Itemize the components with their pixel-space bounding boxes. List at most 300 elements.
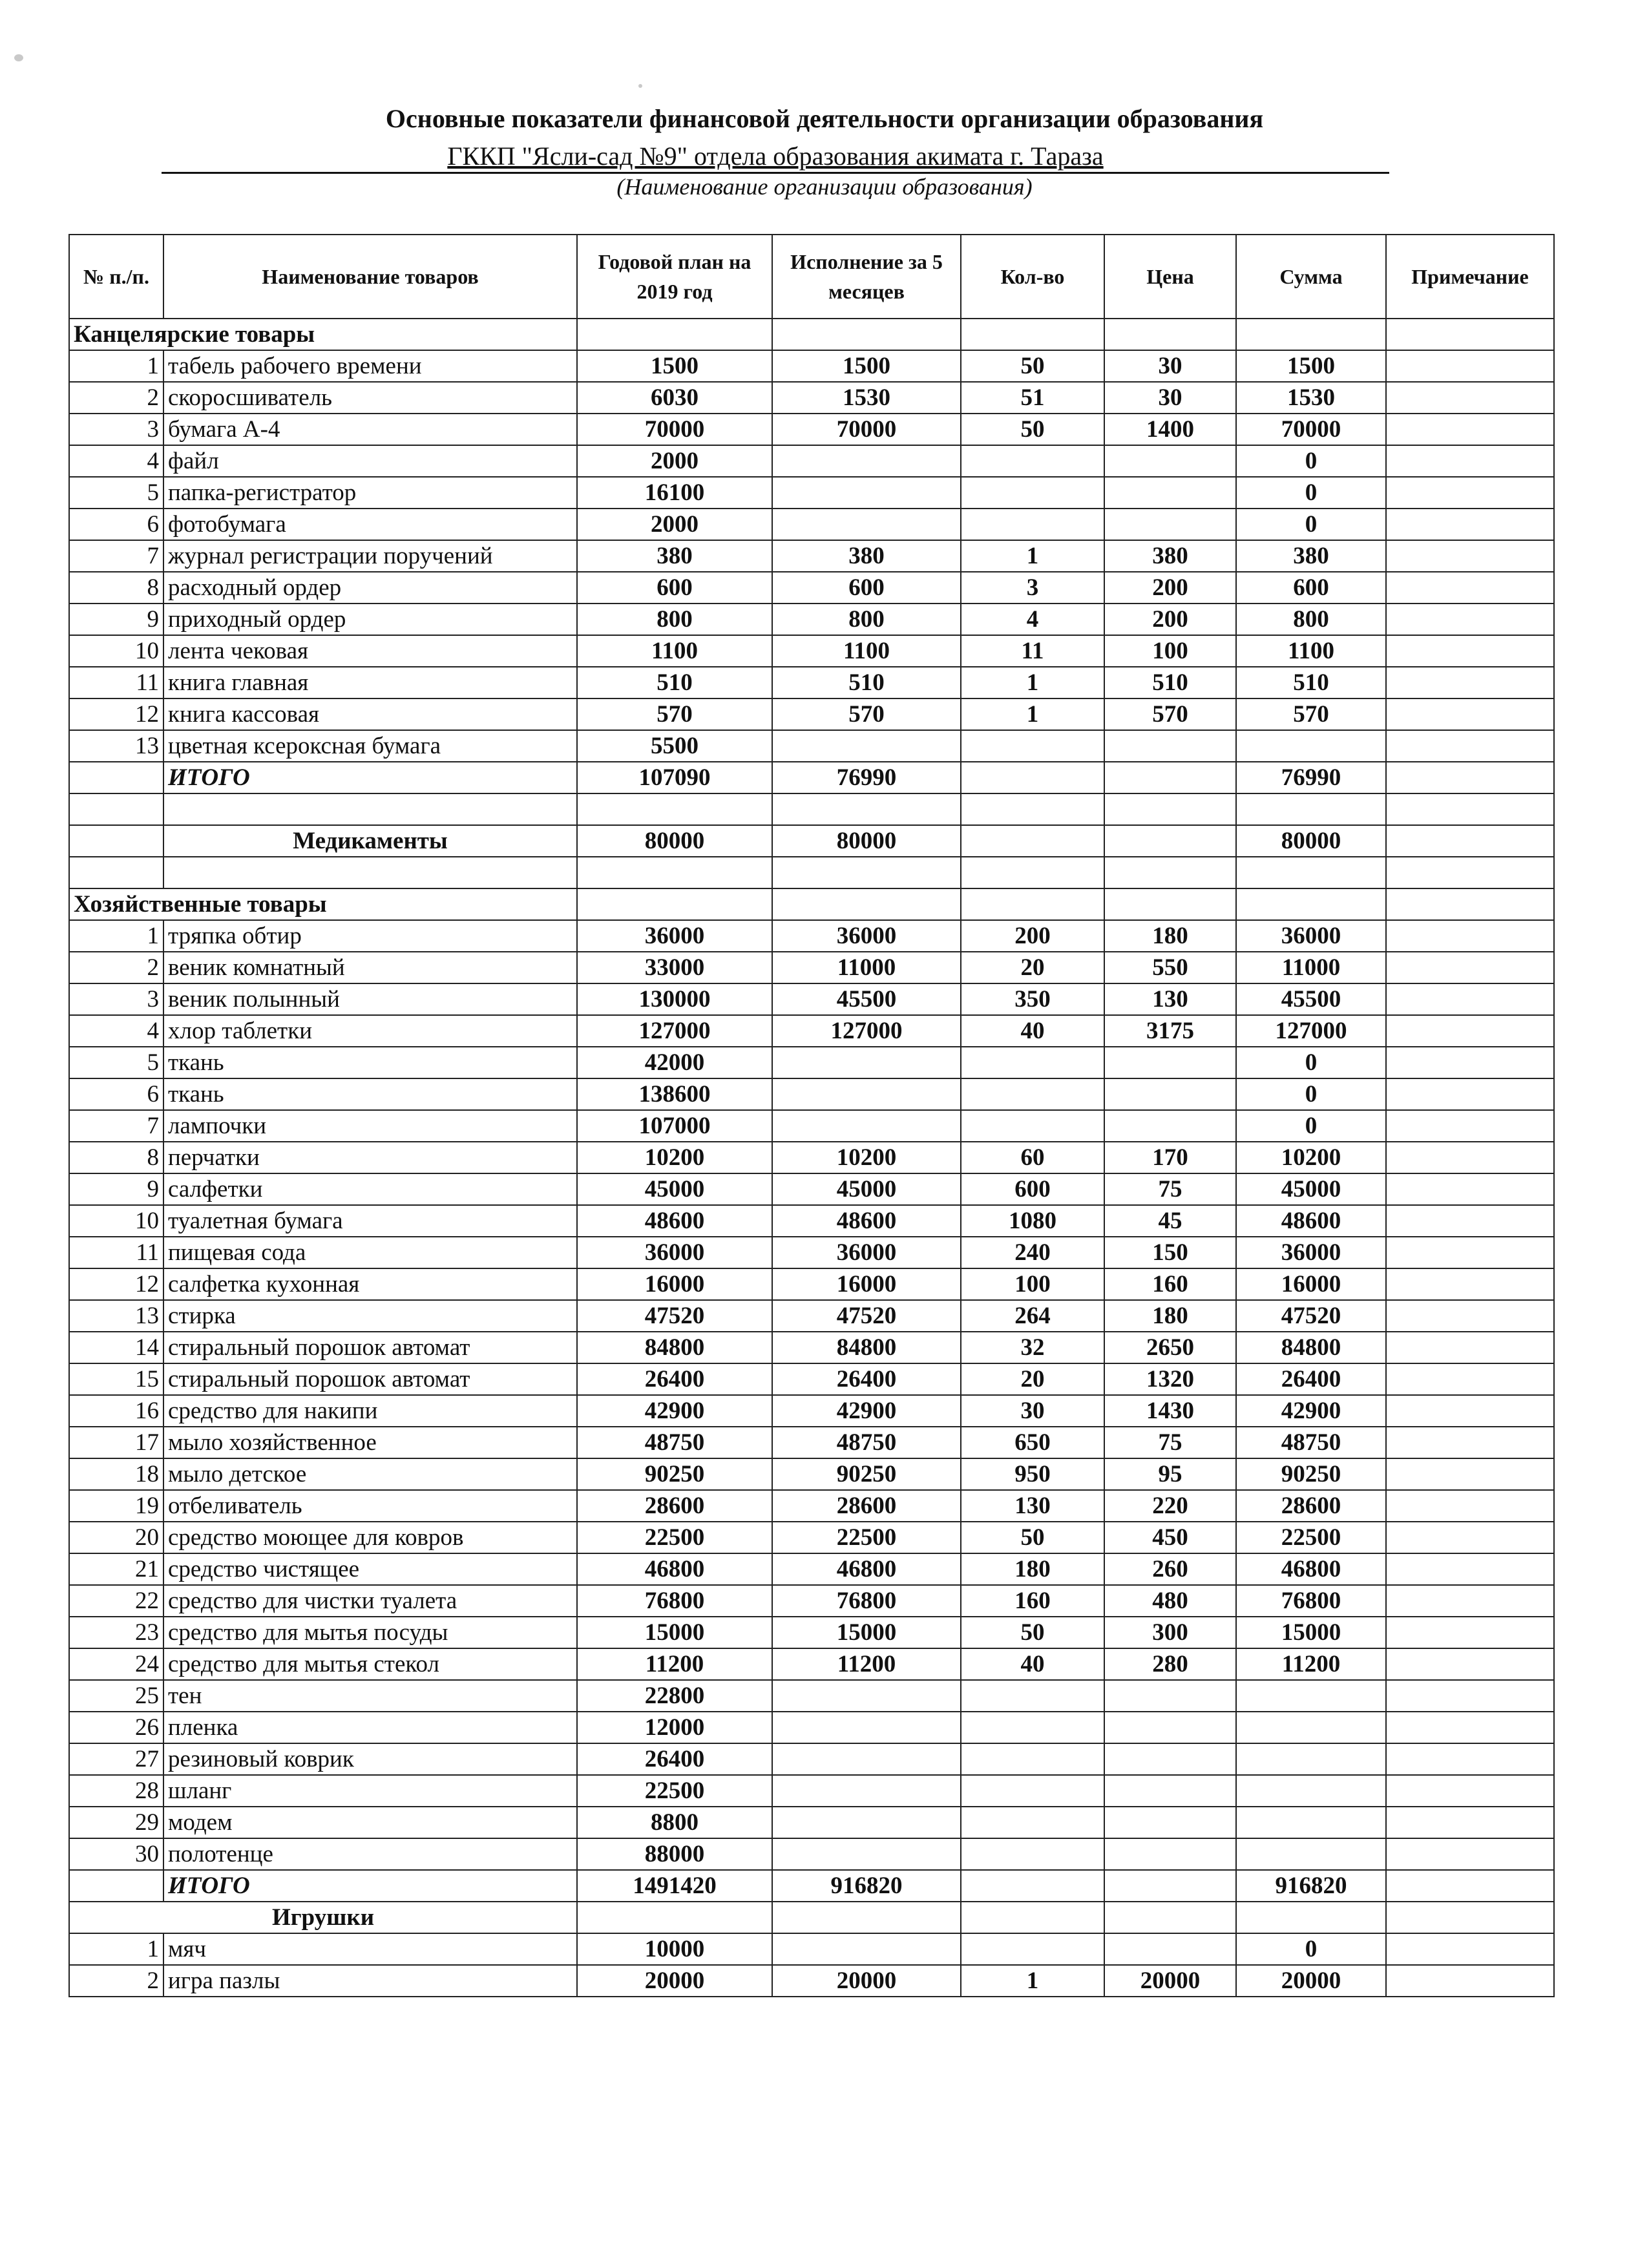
cell-plan: 16000 (577, 1268, 772, 1300)
cell-empty (69, 857, 163, 888)
cell-note (1386, 920, 1554, 952)
cell-name: файл (163, 445, 577, 477)
cell-qty: 160 (961, 1585, 1104, 1617)
table-row (69, 1110, 1554, 1142)
cell-name: бумага А-4 (163, 414, 577, 445)
cell-name: книга кассовая (163, 698, 577, 730)
cell-exec: 800 (772, 604, 961, 635)
cell-empty (1104, 857, 1236, 888)
cell-num: 1 (69, 920, 163, 952)
cell-empty (772, 319, 961, 350)
cell-name: салфетки (163, 1173, 577, 1205)
table-row (69, 1047, 1554, 1078)
cell-sum (1236, 730, 1386, 762)
cell-qty (961, 509, 1104, 540)
cell-plan: 20000 (577, 1965, 772, 1997)
cell-exec: 90250 (772, 1458, 961, 1490)
cell-name: приходный ордер (163, 604, 577, 635)
cell-price: 300 (1104, 1617, 1236, 1648)
cell-name: стирка (163, 1300, 577, 1332)
cell-note (1386, 983, 1554, 1015)
cell-note (1386, 1807, 1554, 1838)
organization-caption: (Наименование организации образования) (616, 174, 1033, 200)
cell-plan: 26400 (577, 1363, 772, 1395)
cell-note (1386, 1838, 1554, 1870)
cell-exec: 46800 (772, 1553, 961, 1585)
cell-exec: 20000 (772, 1965, 961, 1997)
table-row (69, 635, 1554, 667)
cell-plan: 16100 (577, 477, 772, 509)
total-row (69, 1870, 1554, 1902)
cell-price (1104, 730, 1236, 762)
cell-plan: 88000 (577, 1838, 772, 1870)
cell-empty (772, 888, 961, 920)
cell-note (1386, 1237, 1554, 1268)
cell-num: 25 (69, 1680, 163, 1712)
cell-note (1386, 1933, 1554, 1965)
cell-note (1386, 1363, 1554, 1395)
cell-exec (772, 1712, 961, 1743)
cell-price: 130 (1104, 983, 1236, 1015)
cell-plan: 22500 (577, 1775, 772, 1807)
cell-name: средство для мытья стекол (163, 1648, 577, 1680)
cell-plan: 6030 (577, 382, 772, 414)
category-center-row (69, 1902, 1554, 1933)
cell-exec: 1100 (772, 635, 961, 667)
cell-exec: 510 (772, 667, 961, 698)
cell-note (1386, 1300, 1554, 1332)
total-sum: 916820 (1236, 1870, 1386, 1902)
cell-note (1386, 1015, 1554, 1047)
cell-qty (961, 445, 1104, 477)
table-row (69, 1427, 1554, 1458)
cell-num: 24 (69, 1648, 163, 1680)
cell-plan: 47520 (577, 1300, 772, 1332)
cell-price (1104, 1110, 1236, 1142)
cell-name: скоросшиватель (163, 382, 577, 414)
cell-price: 180 (1104, 920, 1236, 952)
cell-exec (772, 1807, 961, 1838)
cell-num (69, 762, 163, 793)
total-exec: 76990 (772, 762, 961, 793)
cell-num: 7 (69, 540, 163, 572)
cell-price: 75 (1104, 1173, 1236, 1205)
cell-name: мыло детское (163, 1458, 577, 1490)
cell-sum (1236, 1775, 1386, 1807)
table-row (69, 1142, 1554, 1173)
cell-name: игра пазлы (163, 1965, 577, 1997)
cell-qty (961, 1047, 1104, 1078)
cell-sum: 46800 (1236, 1553, 1386, 1585)
cell-qty: 130 (961, 1490, 1104, 1522)
cell-num: 7 (69, 1110, 163, 1142)
cell-name: книга главная (163, 667, 577, 698)
cell-empty (772, 857, 961, 888)
cell-exec: 127000 (772, 1015, 961, 1047)
cell-plan: 36000 (577, 920, 772, 952)
cell-num: 5 (69, 477, 163, 509)
cell-qty: 20 (961, 952, 1104, 983)
cell-name: папка-регистратор (163, 477, 577, 509)
cell-plan: 46800 (577, 1553, 772, 1585)
table-row (69, 1933, 1554, 1965)
cell-name: мяч (163, 1933, 577, 1965)
cell-name: фотобумага (163, 509, 577, 540)
cell-name: средство моющее для ковров (163, 1522, 577, 1553)
cell-exec: 22500 (772, 1522, 961, 1553)
cell-sum: 28600 (1236, 1490, 1386, 1522)
cell-note (1386, 762, 1554, 793)
cell-empty (961, 762, 1104, 793)
cell-note (1386, 1617, 1554, 1648)
cell-qty: 100 (961, 1268, 1104, 1300)
cell-qty (961, 1680, 1104, 1712)
cell-plan: 380 (577, 540, 772, 572)
cell-empty (1104, 825, 1236, 857)
cell-empty (1236, 319, 1386, 350)
cell-num: 15 (69, 1363, 163, 1395)
empty-row (69, 793, 1554, 825)
cell-plan: 138600 (577, 1078, 772, 1110)
cell-plan: 5500 (577, 730, 772, 762)
cell-note (1386, 604, 1554, 635)
cell-note (1386, 1775, 1554, 1807)
cell-sum: 1530 (1236, 382, 1386, 414)
cell-sum (1236, 1712, 1386, 1743)
cell-note (1386, 445, 1554, 477)
cell-num: 6 (69, 1078, 163, 1110)
cell-qty: 350 (961, 983, 1104, 1015)
cell-sum: 0 (1236, 1047, 1386, 1078)
cell-name: стиральный порошок автомат (163, 1363, 577, 1395)
cell-note (1386, 1522, 1554, 1553)
cell-qty (961, 1807, 1104, 1838)
cell-num: 8 (69, 1142, 163, 1173)
cell-price: 20000 (1104, 1965, 1236, 1997)
cell-empty (1386, 857, 1554, 888)
cell-plan: 26400 (577, 1743, 772, 1775)
cell-num: 17 (69, 1427, 163, 1458)
cell-note (1386, 1142, 1554, 1173)
cell-exec: 15000 (772, 1617, 961, 1648)
cell-exec: 1530 (772, 382, 961, 414)
cell-note (1386, 1078, 1554, 1110)
table-row (69, 1237, 1554, 1268)
table-row (69, 1363, 1554, 1395)
cell-sum: 48600 (1236, 1205, 1386, 1237)
cell-price: 2650 (1104, 1332, 1236, 1363)
cell-exec: 48600 (772, 1205, 961, 1237)
table-row (69, 414, 1554, 445)
cell-name: средство чистящее (163, 1553, 577, 1585)
cell-sum: 84800 (1236, 1332, 1386, 1363)
section-exec: 80000 (772, 825, 961, 857)
cell-price: 30 (1104, 382, 1236, 414)
cell-price: 45 (1104, 1205, 1236, 1237)
cell-sum: 70000 (1236, 414, 1386, 445)
cell-qty: 50 (961, 414, 1104, 445)
cell-exec (772, 445, 961, 477)
cell-name: цветная ксероксная бумага (163, 730, 577, 762)
cell-name: шланг (163, 1775, 577, 1807)
cell-price: 1430 (1104, 1395, 1236, 1427)
table-row (69, 382, 1554, 414)
table-row (69, 1617, 1554, 1648)
cell-qty: 50 (961, 1522, 1104, 1553)
cell-sum: 510 (1236, 667, 1386, 698)
cell-name: лампочки (163, 1110, 577, 1142)
table-row (69, 572, 1554, 604)
cell-num: 22 (69, 1585, 163, 1617)
cell-note (1386, 1648, 1554, 1680)
table-row (69, 1522, 1554, 1553)
table-row (69, 477, 1554, 509)
cell-plan: 1500 (577, 350, 772, 382)
cell-empty (961, 1902, 1104, 1933)
cell-num: 16 (69, 1395, 163, 1427)
column-header-num: № п./п. (69, 235, 163, 319)
column-header-sum: Сумма (1236, 235, 1386, 319)
table-row (69, 983, 1554, 1015)
cell-num: 9 (69, 1173, 163, 1205)
cell-empty (772, 1902, 961, 1933)
cell-empty (1386, 1902, 1554, 1933)
cell-empty (961, 857, 1104, 888)
cell-exec (772, 1743, 961, 1775)
cell-sum: 0 (1236, 477, 1386, 509)
cell-empty (961, 1870, 1104, 1902)
cell-sum: 76800 (1236, 1585, 1386, 1617)
cell-exec: 84800 (772, 1332, 961, 1363)
total-plan: 107090 (577, 762, 772, 793)
cell-qty (961, 1838, 1104, 1870)
cell-num: 14 (69, 1332, 163, 1363)
cell-sum: 600 (1236, 572, 1386, 604)
cell-qty: 1 (961, 540, 1104, 572)
cell-exec: 76800 (772, 1585, 961, 1617)
cell-note (1386, 1268, 1554, 1300)
table-row (69, 1965, 1554, 1997)
cell-empty (1104, 1870, 1236, 1902)
cell-num: 3 (69, 414, 163, 445)
cell-num: 10 (69, 1205, 163, 1237)
total-sum: 76990 (1236, 762, 1386, 793)
table-row (69, 1078, 1554, 1110)
cell-plan: 12000 (577, 1712, 772, 1743)
cell-name: тряпка обтир (163, 920, 577, 952)
cell-sum: 47520 (1236, 1300, 1386, 1332)
cell-price (1104, 1807, 1236, 1838)
cell-empty (1236, 1902, 1386, 1933)
category-heading: Игрушки (69, 1902, 577, 1933)
cell-qty (961, 477, 1104, 509)
section-sum: 80000 (1236, 825, 1386, 857)
cell-sum: 15000 (1236, 1617, 1386, 1648)
cell-exec (772, 730, 961, 762)
cell-num: 19 (69, 1490, 163, 1522)
column-header-price: Цена (1104, 235, 1236, 319)
cell-exec: 26400 (772, 1363, 961, 1395)
cell-note (1386, 1965, 1554, 1997)
cell-empty (577, 319, 772, 350)
category-heading: Канцелярские товары (69, 319, 577, 350)
cell-num: 12 (69, 1268, 163, 1300)
table-row (69, 1300, 1554, 1332)
cell-note (1386, 1047, 1554, 1078)
cell-empty (577, 1902, 772, 1933)
cell-sum: 45000 (1236, 1173, 1386, 1205)
cell-exec (772, 1775, 961, 1807)
cell-plan: 84800 (577, 1332, 772, 1363)
cell-price: 550 (1104, 952, 1236, 983)
cell-name: туалетная бумага (163, 1205, 577, 1237)
table-row (69, 667, 1554, 698)
cell-num: 26 (69, 1712, 163, 1743)
cell-name: стиральный порошок автомат (163, 1332, 577, 1363)
cell-plan: 48750 (577, 1427, 772, 1458)
cell-note (1386, 509, 1554, 540)
cell-qty: 3 (961, 572, 1104, 604)
cell-empty (961, 793, 1104, 825)
cell-qty (961, 1775, 1104, 1807)
cell-price: 3175 (1104, 1015, 1236, 1047)
cell-plan: 90250 (577, 1458, 772, 1490)
section-plan: 80000 (577, 825, 772, 857)
cell-note (1386, 952, 1554, 983)
cell-empty (961, 888, 1104, 920)
cell-plan: 36000 (577, 1237, 772, 1268)
cell-exec: 48750 (772, 1427, 961, 1458)
cell-num (69, 825, 163, 857)
cell-sum: 22500 (1236, 1522, 1386, 1553)
cell-qty (961, 1743, 1104, 1775)
table-row (69, 1838, 1554, 1870)
cell-price (1104, 1680, 1236, 1712)
cell-sum: 11000 (1236, 952, 1386, 983)
column-header-note: Примечание (1386, 235, 1554, 319)
cell-qty: 51 (961, 382, 1104, 414)
cell-plan: 10200 (577, 1142, 772, 1173)
category-row (69, 319, 1554, 350)
total-label: ИТОГО (163, 762, 577, 793)
column-header-name: Наименование товаров (163, 235, 577, 319)
cell-note (1386, 1870, 1554, 1902)
cell-qty: 40 (961, 1648, 1104, 1680)
cell-qty: 1 (961, 698, 1104, 730)
cell-sum: 20000 (1236, 1965, 1386, 1997)
cell-name: лента чековая (163, 635, 577, 667)
cell-empty (577, 888, 772, 920)
table-row (69, 1553, 1554, 1585)
cell-price (1104, 509, 1236, 540)
cell-price: 450 (1104, 1522, 1236, 1553)
cell-note (1386, 1458, 1554, 1490)
cell-qty: 60 (961, 1142, 1104, 1173)
cell-name: салфетка кухонная (163, 1268, 577, 1300)
table-row (69, 350, 1554, 382)
table-row (69, 1395, 1554, 1427)
cell-empty (772, 793, 961, 825)
table-row (69, 1585, 1554, 1617)
cell-empty (577, 857, 772, 888)
cell-name: средство для накипи (163, 1395, 577, 1427)
cell-note (1386, 1173, 1554, 1205)
cell-qty: 20 (961, 1363, 1104, 1395)
cell-exec: 70000 (772, 414, 961, 445)
cell-num: 12 (69, 698, 163, 730)
cell-exec (772, 1933, 961, 1965)
cell-empty (1386, 793, 1554, 825)
cell-empty (1104, 1902, 1236, 1933)
table-header-row (69, 235, 1554, 319)
cell-price: 100 (1104, 635, 1236, 667)
cell-plan: 70000 (577, 414, 772, 445)
cell-num (69, 1870, 163, 1902)
cell-qty: 950 (961, 1458, 1104, 1490)
category-heading: Хозяйственные товары (69, 888, 577, 920)
cell-exec: 11200 (772, 1648, 961, 1680)
cell-qty (961, 1078, 1104, 1110)
cell-num: 3 (69, 983, 163, 1015)
cell-price (1104, 1047, 1236, 1078)
cell-name: перчатки (163, 1142, 577, 1173)
cell-plan: 15000 (577, 1617, 772, 1648)
cell-price (1104, 1712, 1236, 1743)
cell-name: отбеливатель (163, 1490, 577, 1522)
cell-price: 220 (1104, 1490, 1236, 1522)
cell-exec (772, 1838, 961, 1870)
cell-name: модем (163, 1807, 577, 1838)
cell-note (1386, 382, 1554, 414)
table-row (69, 920, 1554, 952)
cell-sum: 0 (1236, 509, 1386, 540)
cell-num: 28 (69, 1775, 163, 1807)
cell-num: 18 (69, 1458, 163, 1490)
cell-exec (772, 1047, 961, 1078)
cell-exec: 45000 (772, 1173, 961, 1205)
cell-sum: 570 (1236, 698, 1386, 730)
column-header-plan: Годовой план на 2019 год (577, 235, 772, 319)
cell-price: 260 (1104, 1553, 1236, 1585)
cell-sum: 380 (1236, 540, 1386, 572)
cell-name: резиновый коврик (163, 1743, 577, 1775)
cell-plan: 48600 (577, 1205, 772, 1237)
cell-empty (1104, 793, 1236, 825)
table-row (69, 604, 1554, 635)
cell-note (1386, 1395, 1554, 1427)
cell-plan: 10000 (577, 1933, 772, 1965)
cell-name: ткань (163, 1047, 577, 1078)
cell-num: 21 (69, 1553, 163, 1585)
cell-qty: 650 (961, 1427, 1104, 1458)
cell-qty (961, 730, 1104, 762)
cell-num: 29 (69, 1807, 163, 1838)
cell-exec: 36000 (772, 920, 961, 952)
cell-plan: 600 (577, 572, 772, 604)
cell-qty: 264 (961, 1300, 1104, 1332)
cell-empty (1386, 888, 1554, 920)
table-row (69, 509, 1554, 540)
table-row (69, 1648, 1554, 1680)
cell-plan: 2000 (577, 509, 772, 540)
cell-price: 150 (1104, 1237, 1236, 1268)
document-title: Основные показатели финансовой деятельности организации образования (385, 104, 1264, 133)
cell-empty (961, 319, 1104, 350)
cell-qty: 32 (961, 1332, 1104, 1363)
cell-name: пленка (163, 1712, 577, 1743)
table-row (69, 1268, 1554, 1300)
cell-note (1386, 477, 1554, 509)
